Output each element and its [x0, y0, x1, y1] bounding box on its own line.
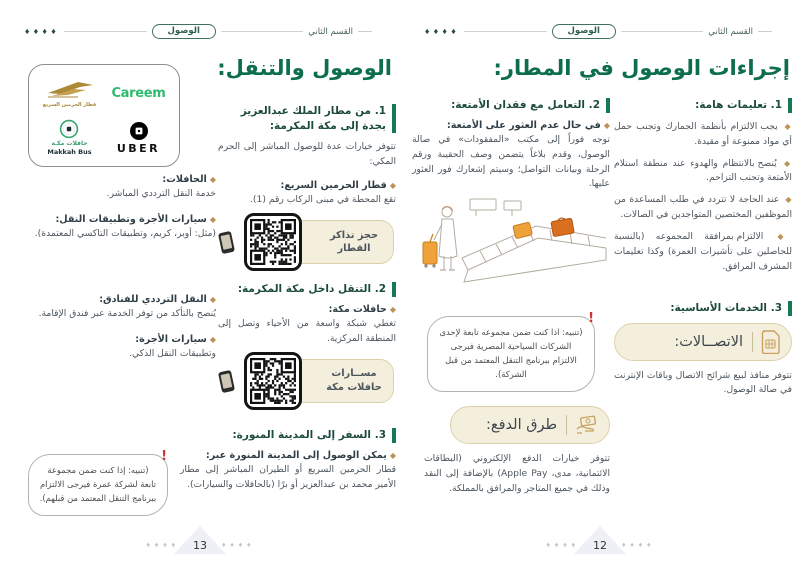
communications-label: الاتصــالات:	[674, 333, 743, 350]
header-section-label: القسم الثاني	[708, 26, 753, 37]
instruction-item: ◆ يُنصح بالانتظام والهدوء عند منطقة استلام الأمتعة وتجنب التزاحم.	[614, 157, 792, 184]
header-diamonds-ornament: ♦♦♦♦	[424, 27, 460, 36]
section-heading-lost-luggage: 2. التعامل مع فقدان الأمتعة:	[412, 98, 610, 113]
diamond-bullet-icon: ◆	[782, 195, 792, 205]
header-rule	[758, 31, 772, 32]
instruction-item: ◆ يجب الالتزام بأنظمة الجمارك وتجنب حمل أي مواد ممنوعة أو مقيدة.	[614, 120, 792, 147]
footer-diamonds: ♦♦♦♦	[621, 542, 655, 549]
lost-luggage-text: توجه فوراً إلى مكتب «المفقودات» في صالة الوصول، وقدم بلاغاً يتضمن وصف الحقيبة ورقم الرحلة وبيانات التواصل؛ وسيتم إشعارك فور العثور عليها.	[412, 133, 610, 190]
uber-wordmark: UBER	[116, 141, 161, 155]
header-chapter-tab: الوصول	[552, 24, 616, 39]
madinah-text: قطار الحرمين السريع أو الطيران المباشر إلى مطار الأمير محمد بن عبدالعزيز أو برًا (بالحافلات والسيارات).	[180, 463, 396, 490]
diamond-bullet-icon: ◆	[603, 120, 610, 130]
header-rule	[64, 31, 146, 32]
madinah-bullet: ◆يمكن الوصول إلى المدينة المنورة عبر:	[205, 449, 396, 461]
section-heading-instructions: 1. تعليمات هامة:	[614, 98, 792, 113]
page13-side-column	[22, 174, 216, 374]
header-chapter-tab: الوصول	[152, 24, 216, 39]
qr-label: مســارات حافلات مكة	[326, 368, 382, 393]
page-number: 13	[193, 539, 207, 552]
alert-exclamation-icon: !	[161, 449, 167, 464]
section-heading-inside-makkah: 2. التنقل داخل مكة المكرمة:	[218, 282, 396, 297]
bus-routes-qr-row	[218, 351, 396, 411]
footer-diamonds: ♦♦♦♦	[221, 542, 255, 549]
header-rule	[358, 31, 372, 32]
pill-divider	[752, 332, 753, 352]
makkah-bus-logo	[47, 119, 91, 156]
diamond-bullet-icon: ◆	[389, 181, 396, 191]
diamond-bullet-icon: ◆	[780, 121, 792, 131]
haramain-railway-logo	[43, 79, 96, 108]
communications-text: تتوفر منافذ لبيع شرائح الاتصال وباقات الإنترنت في صالة الوصول.	[614, 369, 792, 396]
train-tickets-qr-code	[244, 213, 302, 271]
sim-card-icon	[761, 330, 781, 354]
tour-company-notice: ! (تنبيه: اذا كنت ضمن مجموعه تابعة لإحدى الشركات السياحية المصرية فيرجى الالتزام ببرنامج التنقل المعتمد من قبل الشركة).	[427, 316, 595, 391]
makkah-buses-bullet: ◆حافلات مكة:	[328, 303, 396, 315]
cash-payment-icon	[575, 415, 599, 435]
header-diamonds-ornament: ♦♦♦♦	[24, 27, 60, 36]
communications-pill	[614, 323, 792, 361]
diamond-bullet-icon: ◆	[389, 450, 396, 460]
diamond-bullet-icon: ◆	[209, 334, 216, 344]
page-title: الوصول والتنقل:	[217, 56, 392, 80]
diamond-bullet-icon: ◆	[209, 214, 216, 224]
diamond-bullet-icon: ◆	[766, 232, 792, 242]
footer-diamonds: ♦♦♦♦	[145, 542, 179, 549]
umrah-group-notice: ! (تنبيه: إذا كنت ضمن مجموعة تابعة لشركة عمرة فيرجى الالتزام ببرنامج التنقل المعتمد من قبلهم).	[28, 454, 168, 516]
makkah-bus-english-label: Makkah Bus	[47, 148, 92, 157]
phone-icon	[218, 369, 235, 392]
diamond-bullet-icon: ◆	[779, 158, 792, 168]
page13-main-column	[218, 104, 396, 421]
makkah-bus-icon	[59, 119, 79, 139]
list-item: ◆سيارات الأجرة وتطبيقات النقل: (مثل: أوبر، كريم، وتطبيقات التاكسي المعتمدة).	[34, 213, 216, 239]
section-heading-airport-to-makkah: 1. من مطار الملك عبدالعزيز بجدة إلى مكة المكرمة:	[218, 104, 396, 133]
header-section-label: القسم الثاني	[308, 26, 353, 37]
makkah-buses-text: تغطي شبكة واسعة من الأحياء وتصل إلى المنطقة المركزية.	[218, 317, 396, 344]
lost-luggage-bullet: ◆في حال عدم العثور على الأمتعة:	[446, 119, 610, 131]
page-header	[424, 24, 772, 39]
section-heading-travel-madinah: 3. السفر إلى المدينة المنورة:	[180, 428, 396, 443]
page-footer	[400, 526, 800, 556]
page-number: 12	[593, 539, 607, 552]
page13-madinah-section	[180, 428, 396, 493]
payment-methods-pill	[450, 406, 610, 444]
haramain-caption: قطار الحرمين السريع	[42, 101, 97, 108]
train-tickets-qr-row	[218, 212, 396, 272]
uber-logo	[117, 121, 160, 155]
baggage-claim-illustration	[418, 196, 610, 300]
instruction-item: ◆ الالتزام بمرافقة المجموعه (بالنسبة للحاصلين على تأشيرات العمرة) وكذا تعليمات المشرف المرافق.	[614, 231, 792, 272]
header-rule	[464, 31, 546, 32]
instruction-item: ◆ عند الحاجة لا تتردد في طلب المساعدة من الموظفين المختصين المتواجدين في الصالات.	[614, 194, 792, 221]
alert-exclamation-icon: !	[588, 311, 594, 327]
payment-methods-label: طرق الدفع:	[486, 416, 557, 433]
section-heading-services: 3. الخدمات الأساسية:	[614, 301, 792, 316]
page-12	[400, 0, 800, 568]
header-rule	[221, 31, 303, 32]
phone-icon	[218, 231, 235, 254]
diamond-bullet-icon: ◆	[209, 175, 216, 184]
list-item: ◆سيارات الأجرة: وتطبيقات النقل الذكي.	[129, 333, 216, 359]
train-bullet: ◆قطار الحرمين السريع:	[280, 180, 396, 192]
page12-instructions-column	[614, 98, 792, 398]
page-title: إجراءات الوصول في المطار:	[493, 56, 790, 80]
pill-divider	[566, 415, 567, 435]
transport-logos-box	[28, 64, 180, 167]
uber-icon	[129, 121, 149, 141]
diamond-bullet-icon: ◆	[209, 294, 216, 304]
footer-diamonds: ♦♦♦♦	[545, 542, 579, 549]
train-text: تقع المحطة في مبنى الركاب رقم (1).	[250, 194, 396, 206]
page12-luggage-column	[412, 98, 610, 496]
haramain-train-icon	[44, 79, 96, 101]
list-item: ◆الحافلات: خدمة النقل الترددي المباشر.	[106, 174, 216, 199]
payment-methods-text: تتوفر خيارات الدفع الإلكتروني (البطاقات الائتمانية، مدى، Apple Pay) بالإضافة إلى النقد وذلك في جميع المتاجر والمرافق بالمملكة.	[424, 452, 610, 494]
makkah-bus-arabic-label: حافلات مكـة	[51, 140, 88, 148]
page-header	[24, 24, 372, 39]
section-intro: تتوفر خيارات عدة للوصول المباشر إلى الحرم المكي:	[218, 141, 396, 168]
careem-logo	[111, 86, 165, 101]
bus-routes-qr-code	[244, 352, 302, 410]
qr-label: حجز تذاكر القطار	[329, 229, 379, 255]
diamond-bullet-icon: ◆	[389, 304, 396, 314]
page-footer	[0, 526, 400, 556]
list-item: ◆النقل الترددي للفنادق: يُنصح بالتأكد من توفر الخدمة عبر فندق الإقامة.	[38, 293, 216, 319]
header-rule	[621, 31, 703, 32]
careem-wordmark: Careem	[111, 85, 166, 101]
